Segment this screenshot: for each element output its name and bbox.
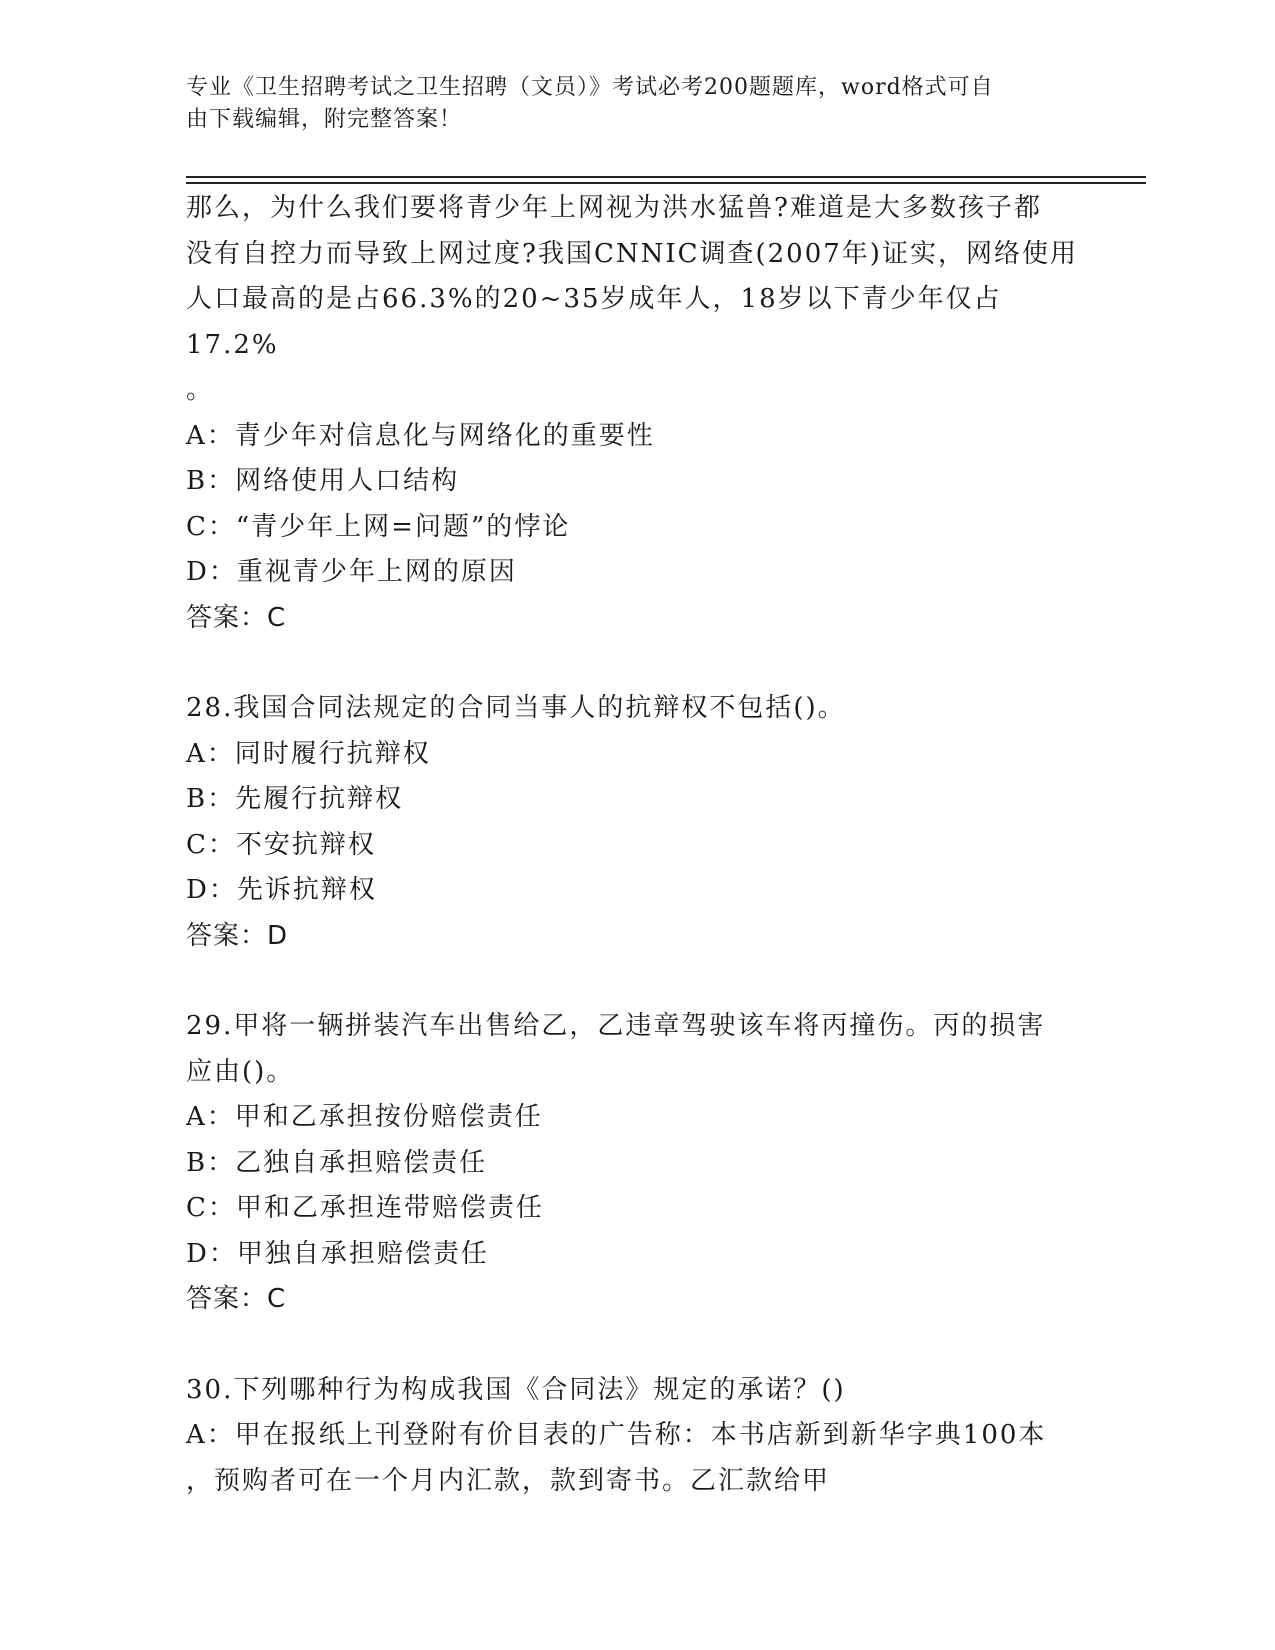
option-b: B：网络使用人口结构 <box>186 466 460 496</box>
option-a: A：青少年对信息化与网络化的重要性 <box>186 420 655 451</box>
option-c: C：不安抗辩权 <box>186 829 376 860</box>
passage-line: 那么，为什么我们要将青少年上网视为洪水猛兽?难道是大多数孩子都 <box>186 193 1042 223</box>
spacer <box>186 1323 1086 1368</box>
reading-passage <box>186 186 1086 414</box>
question-29 <box>186 1004 1086 1323</box>
option-a: A：同时履行抗辩权 <box>186 738 431 769</box>
question-stem-continued: 应由()。 <box>186 1056 295 1087</box>
passage-line: 没有自控力而导致上网过度?我国CNNIC调查(2007年)证实，网络使用 <box>186 238 1078 269</box>
question-stem: 28.我国合同法规定的合同当事人的抗辩权不包括()。 <box>186 693 846 723</box>
option-d: D：先诉抗辩权 <box>186 875 377 905</box>
header-rule-top <box>186 176 1146 178</box>
passage-line: 人口最高的是占66.3%的20~35岁成年人，18岁以下青少年仅占17.2% <box>186 284 1002 360</box>
header-line-1: 专业《卫生招聘考试之卫生招聘（文员）》考试必考200题题库，word格式可自 <box>186 75 994 100</box>
question-28 <box>186 686 1086 959</box>
option-c: C：甲和乙承担连带赔偿责任 <box>186 1193 544 1223</box>
option-b: B：乙独自承担赔偿责任 <box>186 1147 488 1178</box>
option-d: D：重视青少年上网的原因 <box>186 557 517 587</box>
option-a: A：甲在报纸上刊登附有价目表的广告称：本书店新到新华字典100本 <box>186 1420 1047 1450</box>
question-stem: 29.甲将一辆拼装汽车出售给乙，乙违章驾驶该车将丙撞伤。丙的损害 <box>186 1011 1046 1041</box>
spacer <box>186 959 1086 1004</box>
answer-line: 答案：C <box>186 602 287 633</box>
question-stem: 30.下列哪种行为构成我国《合同法》规定的承诺？() <box>186 1374 846 1405</box>
spacer <box>186 641 1086 686</box>
document-body <box>186 186 1086 1504</box>
answer-line: 答案：C <box>186 1284 287 1314</box>
option-b: B：先履行抗辩权 <box>186 784 404 814</box>
header-rule-bottom <box>186 182 1146 184</box>
document-header <box>186 72 1066 136</box>
option-a-continued: ，预购者可在一个月内汇款，款到寄书。乙汇款给甲 <box>186 1465 831 1496</box>
answer-line: 答案：D <box>186 920 289 951</box>
option-d: D：甲独自承担赔偿责任 <box>186 1238 489 1269</box>
question-30 <box>186 1368 1086 1505</box>
passage-line: 。 <box>186 375 215 405</box>
option-c: C：“青少年上网=问题”的悖论 <box>186 511 571 542</box>
header-line-2: 由下载编辑，附完整答案！ <box>186 107 463 132</box>
option-a: A：甲和乙承担按份赔偿责任 <box>186 1102 543 1132</box>
question-27-options <box>186 414 1086 642</box>
